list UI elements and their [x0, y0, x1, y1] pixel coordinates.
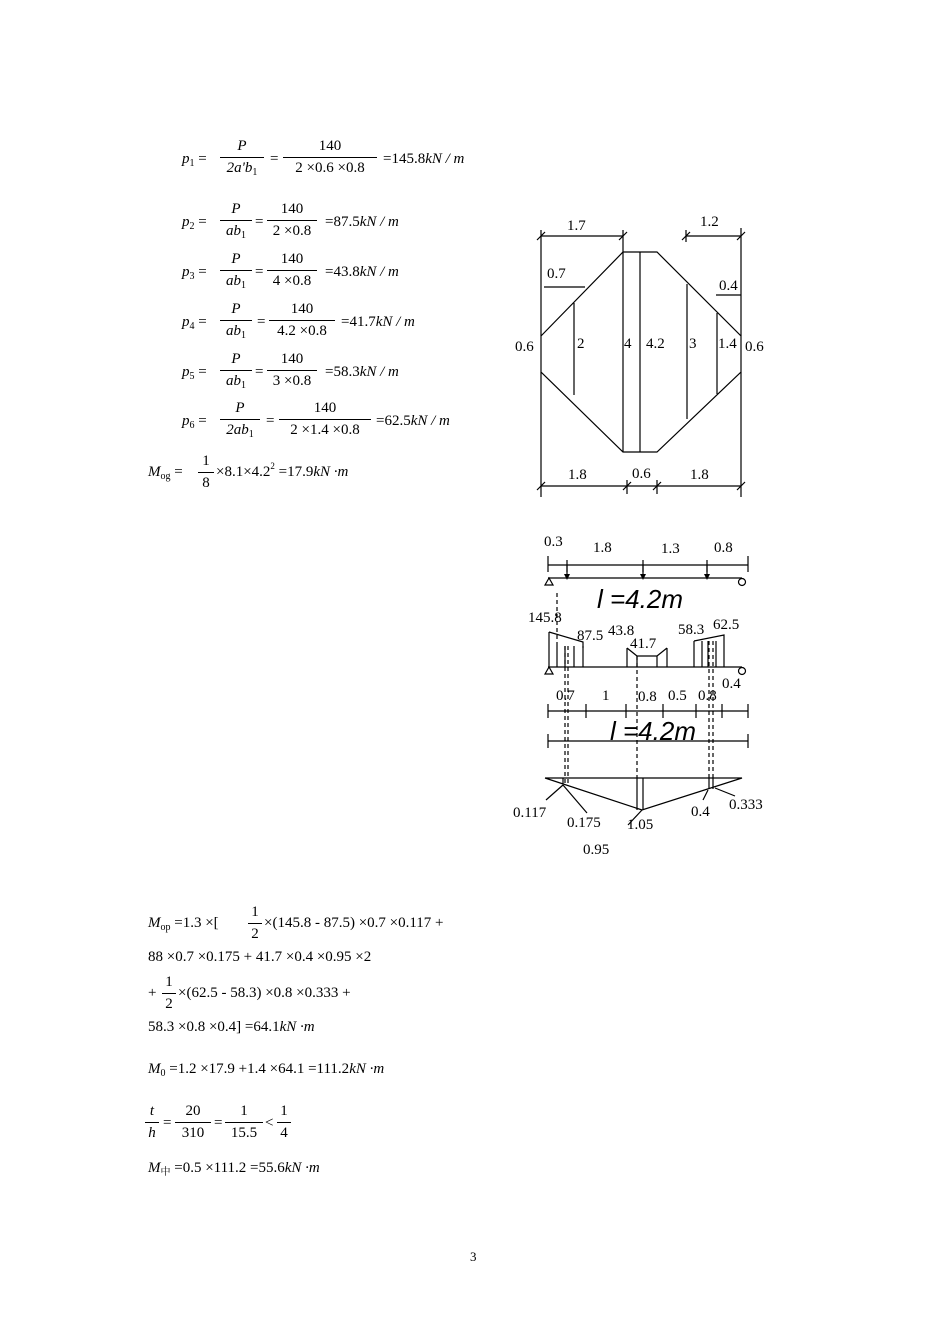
load-distribution-plan-diagram	[500, 200, 780, 510]
mmid-unit: kN ·m	[284, 1160, 320, 1176]
ordinate-0-175: 0.175	[567, 815, 601, 831]
p4-subscript: 4	[189, 321, 195, 332]
th-den3: 4	[280, 1125, 288, 1141]
p3-symbol: p	[182, 264, 190, 280]
p1-unit: kN / m	[425, 151, 465, 167]
mog-exponent: 2	[270, 461, 275, 471]
mmid-expression: =0.5 ×111.2 =55.6	[174, 1160, 285, 1176]
th-frac-1-4	[277, 1103, 291, 1142]
mog-frac-den: 8	[202, 475, 210, 491]
p1-frac1-den-sub: 1	[252, 167, 258, 178]
p4-symbol: p	[182, 314, 190, 330]
beam-load-diagram	[505, 525, 780, 860]
mmid-subscript: 中	[160, 1167, 171, 1178]
beam1-dim-3: 0.8	[714, 540, 733, 556]
p3-result: =43.8	[325, 264, 360, 280]
ordinate-0-117: 0.117	[513, 805, 547, 821]
p5-unit: kN / m	[359, 364, 399, 380]
p5-result: =58.3	[325, 364, 360, 380]
p3-frac2	[267, 251, 317, 290]
p6-frac2	[279, 400, 371, 439]
mog-frac-num: 1	[198, 453, 214, 473]
mog-expression: ×8.1×4.2	[216, 464, 271, 480]
th-frac-20-310	[175, 1103, 211, 1142]
p2-subscript: 2	[189, 221, 195, 232]
p4-frac2	[269, 301, 335, 340]
width-4: 4	[624, 336, 632, 352]
mop-half-frac-2	[162, 974, 176, 1013]
load-41-7: 41.7	[630, 636, 657, 652]
ordinate-1-05: 1.05	[627, 817, 654, 833]
th-t: t	[149, 1103, 155, 1119]
page-number: 3	[470, 1249, 477, 1264]
beam2-span-label: l =4.2m	[610, 716, 696, 746]
dim-bottom-left: 1.8	[568, 467, 587, 483]
ordinate-0-4: 0.4	[691, 804, 710, 820]
p6-frac1-den-sub: 1	[248, 429, 254, 440]
mop-symbol: M	[148, 915, 161, 931]
ordinate-0-333: 0.333	[729, 797, 763, 813]
mop-line3a: +	[148, 985, 157, 1001]
dim-top-right: 1.2	[700, 214, 719, 230]
document-page: $p_1$ = $\frac{P}{2a'b_1}$ = $\frac{140}{2 \times 0.6 \times 0.8}$ =145.8kN / m $p_2$ = $\frac{P}{ab_1}$ = $\frac{140}{2 \times 0.8}$ =87.5kN / m $p_3$ = $\frac{P}{ab_1}$ = $\frac{140}{4 \times 0.8}$ =43.8kN / m $p_4$ = $\frac{P}{ab_1}$ = $\frac{140}{4.2 \times 0.8}$ =41.7kN / m $p_5$ = $\frac{P}{ab_1}$ = $\frac{140}{3 \times 0.8}$ =58.3kN / m $p_6$ = $\frac{P}{2ab_1}$ = $\frac{140}{2 \times 1.4 \times 0.8}$ =62.5kN / m $M_{og}$ = $\frac{1}{8}$ $\times 8.1\times 4.2^2 =17.9kN \cdot m$ 1.7 1.2 0.7 0.4 0.6 2 4 4.2 3 1.4 0.6 1.8 0.6 1.8 0.3 1.8 1.3 0.8 l =4.2m 145.8 87.5 43.8 41.7 58.3 62.5 0.7 1 0.8 0.5 0.8 0.4 l =4.2m 0.117 0.175 1.05 0.95 0.4 0.333 $M_{op} =1.3$ ×[ $\frac{1}{2}$ ×(145.8 - 87.5) ×0.7 ×0.117 + 88 ×0.7 ×0.175 + 41.7 ×0.4 ×0.95 ×2 + $\frac{1}{2}$ ×(62.5 - 58.3) ×0.8 ×0.333 + 58.3 ×0.8 ×0.4] =64.1kN ·m $M_0 =1.2 \times 17.9 +1.4 \times 64.1 =111.2kN \cdot m$ $\frac{t}{h}$ = $\frac{20}{310}$ = $\frac{1}{15.5}$ < $\frac{1}{4}$ $M_中 =0.5 \times 111.2 =55.6kN \cdot m$ 3	[0, 0, 950, 1344]
p2-frac1-num: P	[231, 201, 241, 217]
mop-line1a: =1.3 ×[	[174, 915, 219, 931]
p3-subscript: 3	[189, 271, 195, 282]
p1-frac1-num: P	[237, 138, 247, 154]
p2-symbol: p	[182, 214, 190, 230]
p5-symbol: p	[182, 364, 190, 380]
mog-result: =17.9	[278, 464, 314, 480]
load-58-3: 58.3	[678, 622, 705, 638]
ordinate-0-95: 0.95	[583, 842, 610, 858]
width-2: 2	[577, 336, 585, 352]
beam2-dim-1: 1	[602, 688, 610, 704]
p3-frac2-den: 4 ×0.8	[272, 273, 312, 289]
p3-unit: kN / m	[359, 264, 399, 280]
th-h: h	[148, 1125, 156, 1141]
mop-half-num-1: 1	[248, 904, 262, 924]
dim-bottom-middle: 0.6	[632, 466, 651, 482]
p3-frac1	[220, 251, 252, 290]
th-num3: 1	[277, 1103, 291, 1123]
p6-frac2-num: 140	[279, 400, 371, 420]
mog-unit: kN ·m	[313, 464, 349, 480]
mop-line1b: ×(145.8 - 87.5) ×0.7 ×0.117 +	[264, 915, 444, 931]
dim-top-left: 1.7	[567, 218, 586, 234]
mmid-symbol: M	[148, 1160, 161, 1176]
p4-frac2-num: 140	[269, 301, 335, 321]
p5-frac2	[267, 351, 317, 390]
mop-half-num-2: 1	[162, 974, 176, 994]
p3-frac1-den: ab	[226, 273, 241, 289]
beam1-dim-2: 1.3	[661, 541, 680, 557]
p5-frac2-num: 140	[267, 351, 317, 371]
width-1-4: 1.4	[718, 336, 737, 352]
p6-subscript: 6	[189, 420, 195, 431]
p2-result: =87.5	[325, 214, 360, 230]
p2-frac1-den: ab	[226, 223, 241, 239]
p6-frac1-den: 2ab	[226, 422, 249, 438]
th-num2: 1	[225, 1103, 263, 1123]
p2-frac1	[220, 201, 252, 240]
p5-frac1-den: ab	[226, 373, 241, 389]
p4-frac1	[220, 301, 252, 340]
p1-frac1	[220, 138, 264, 177]
p6-frac1	[220, 400, 260, 439]
dim-inner-left: 0.7	[547, 266, 566, 282]
beam1-dim-0: 0.3	[544, 534, 563, 550]
width-4-2: 4.2	[646, 336, 665, 352]
beam2-dim-3: 0.5	[668, 688, 687, 704]
p5-frac2-den: 3 ×0.8	[272, 373, 312, 389]
p3-frac2-num: 140	[267, 251, 317, 271]
beam1-span-label: l =4.2m	[597, 584, 683, 614]
p5-frac1-num: P	[231, 351, 241, 367]
beam2-dim-2: 0.8	[638, 689, 657, 705]
m0-symbol: M	[148, 1061, 161, 1077]
th-den1: 310	[181, 1125, 205, 1141]
beam2-dim-5: 0.4	[722, 676, 741, 692]
p1-symbol: p	[182, 151, 190, 167]
p2-frac1-den-sub: 1	[241, 230, 246, 241]
p2-unit: kN / m	[359, 214, 399, 230]
load-62-5: 62.5	[713, 617, 740, 633]
p1-subscript: 1	[189, 158, 195, 169]
p2-frac2-den: 2 ×0.8	[272, 223, 312, 239]
p4-frac1-den-sub: 1	[241, 330, 246, 341]
p2-frac2-num: 140	[267, 201, 317, 221]
width-left-edge: 0.6	[515, 339, 534, 355]
mog-symbol: M	[148, 464, 161, 480]
beam2-dim-4: 0.8	[698, 688, 717, 704]
p5-frac1	[220, 351, 252, 390]
p1-frac2-num: 140	[283, 138, 377, 158]
mop-half-den-2: 2	[165, 996, 173, 1012]
mop-half-frac-1	[248, 904, 262, 943]
p4-frac2-den: 4.2 ×0.8	[277, 323, 327, 339]
p1-frac1-den: 2a'b	[226, 160, 253, 176]
th-frac-1-15-5	[225, 1103, 263, 1142]
p6-result: =62.5	[376, 413, 411, 429]
mop-unit: kN ·m	[279, 1019, 315, 1035]
p6-unit: kN / m	[410, 413, 450, 429]
p4-frac1-num: P	[231, 301, 241, 317]
th-frac-t-h	[145, 1103, 159, 1142]
m0-subscript: 0	[160, 1068, 166, 1079]
load-43-8: 43.8	[608, 623, 635, 639]
th-num1: 20	[175, 1103, 211, 1123]
mop-line2: 88 ×0.7 ×0.175 + 41.7 ×0.4 ×0.95 ×2	[148, 949, 372, 965]
p1-result: =145.8	[383, 151, 426, 167]
mop-subscript: op	[160, 922, 171, 933]
mop-half-den-1: 2	[251, 926, 259, 942]
p1-frac2	[283, 138, 377, 177]
beam1-dim-1: 1.8	[593, 540, 612, 556]
p3-frac1-num: P	[231, 251, 241, 267]
th-den2: 15.5	[230, 1125, 258, 1141]
p5-subscript: 5	[189, 371, 195, 382]
p1-frac2-den: 2 ×0.6 ×0.8	[295, 160, 365, 176]
th-less-than: <	[265, 1115, 274, 1131]
m0-expression: =1.2 ×17.9 +1.4 ×64.1 =111.2	[169, 1061, 350, 1077]
p6-symbol: p	[182, 413, 190, 429]
beam2-dim-0: 0.7	[556, 688, 575, 704]
width-right-edge: 0.6	[745, 339, 764, 355]
p4-frac1-den: ab	[226, 323, 241, 339]
mop-line4: 58.3 ×0.8 ×0.4] =64.1	[148, 1019, 280, 1035]
mog-frac	[198, 453, 214, 492]
mog-subscript: og	[160, 471, 171, 482]
p6-frac1-num: P	[235, 400, 245, 416]
m0-unit: kN ·m	[349, 1061, 385, 1077]
width-3: 3	[689, 336, 697, 352]
dim-bottom-right: 1.8	[690, 467, 709, 483]
load-87-5: 87.5	[577, 628, 604, 644]
p2-frac2	[267, 201, 317, 240]
dim-inner-right: 0.4	[719, 278, 738, 294]
p5-frac1-den-sub: 1	[241, 380, 246, 391]
p4-unit: kN / m	[375, 314, 415, 330]
p3-frac1-den-sub: 1	[241, 280, 246, 291]
load-145-8: 145.8	[528, 610, 562, 626]
mop-line3b: ×(62.5 - 58.3) ×0.8 ×0.333 +	[178, 985, 351, 1001]
p6-frac2-den: 2 ×1.4 ×0.8	[290, 422, 360, 438]
p4-result: =41.7	[341, 314, 376, 330]
